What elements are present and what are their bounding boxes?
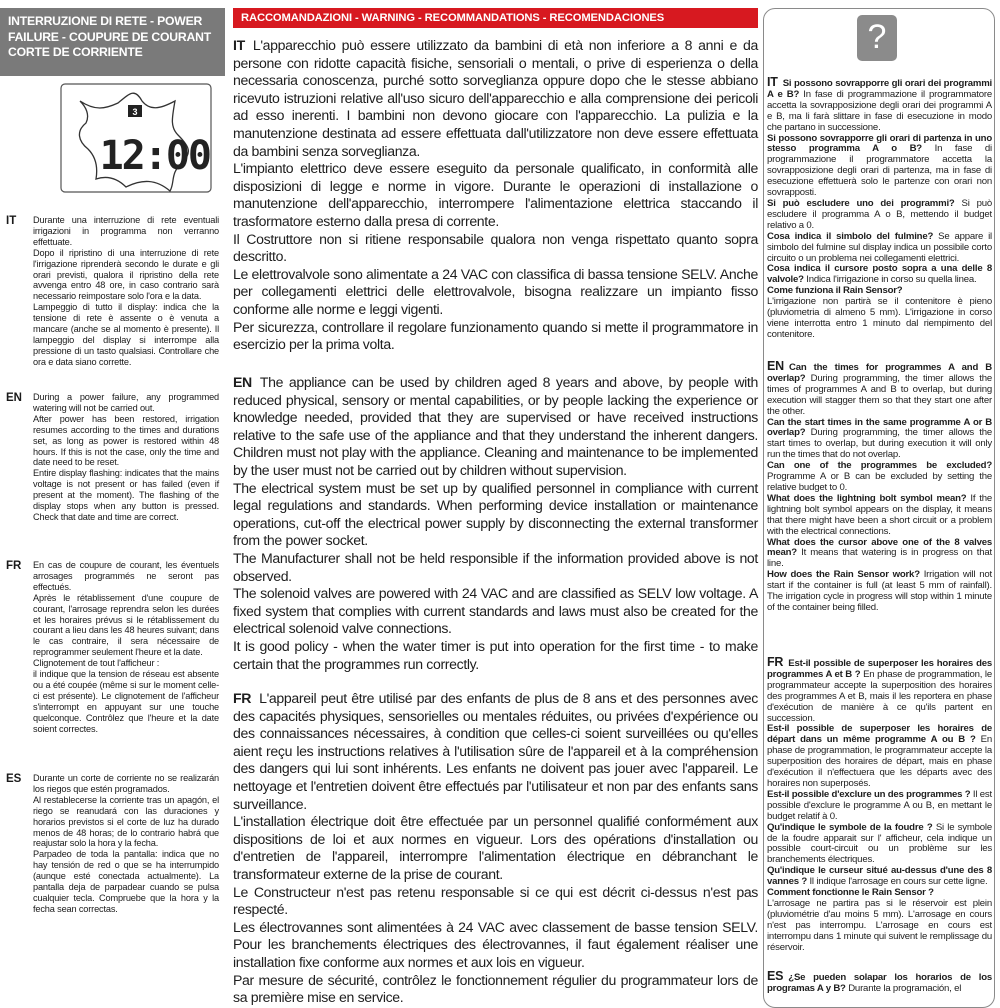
faq-answer: If the lightning bolt symbol appears on the display, it means that there might have been a short circuit or a problem with the electrical connections. [767,492,992,537]
faq-es [767,971,992,995]
rec-paragraph: Il Costruttore non si ritiene responsabile qualora non venga rispettato quanto sopra descritto. [233,230,758,265]
lang-code: IT [767,75,778,89]
lang-code: IT [233,37,245,53]
faq-question: Si può escludere uno dei programmi? [767,197,955,209]
faq-answer: It means that watering is in progress on that line. [767,547,992,570]
faq-question: Can the start times in the same programme A or B overlap? [767,416,992,439]
rec-paragraph: The Manufacturer shall not be held responsible if the information provided above is not observed. [233,549,758,584]
faq-question: Qu'indique le symbole de la foudre ? [767,821,933,833]
faq-column [763,8,995,1008]
lang-code: ES [6,773,22,785]
faq-answer: Si le symbole de la foudre apparait sur l' afficheur, cela indique un possible court-circuit ou un problème sur les branchements électriques. [767,821,992,866]
lang-code: FR [767,655,784,669]
faq-en [767,361,992,614]
rec-paragraph: L'impianto elettrico deve essere eseguito da personale qualificato, in conformità alle disposizioni di legge e norme in vigore. Durante le operazioni di installazione o manutenzione dell'apparecchio, interrompere l'alimentazione elettrica staccando il trasformatore esterno dalla presa di corrente. [233,160,758,229]
lang-code: IT [6,215,17,227]
power-failure-header: INTERRUZIONE DI RETE - POWER FAILURE - COUPURE DE COURANT CORTE DE CORRIENTE [0,8,225,76]
faq-fr [767,657,992,953]
rec-paragraph: L'installation électrique doit être effectuée par un personnel qualifié conformément aux dispositions de loi et aux normes en vigueur. Lors des opérations d'installation ou d'entretien de l'appareil, interrompre l'alimentation électrique en débranchant le transformateur externe de la prise de courant. [233,813,758,882]
faq-question: Cosa indica il simbolo del fulmine? [767,230,934,242]
faq-question: ¿Se pueden solapar los horarios de los programas A y B? [767,972,992,994]
faq-question: Est-il possible de superposer les horaires des programmes A et B ? [767,658,992,680]
rec-paragraph: Le elettrovalvole sono alimentate a 24 VAC con classifica di bassa tensione SELV. Anche per collegamenti elettrici delle elettrovalvole, bisogna realizzare un impianto fisso conforme alle norme e leggi vigenti. [233,265,758,317]
faq-question: Comment fonctionne le Rain Sensor ? [767,887,934,899]
faq-text [767,361,992,614]
rec-paragraph [233,690,758,813]
rec-text: The appliance can be used by children aged 8 years and above, by people with reduced physical, sensory or mental capabilities, or by people lacking the experience or knowledge needed, provided that they are supervised or have received instructions relative to the safe use of the appliance and that they understand the inherent dangers. Children must not play with the appliance. Cleaning and maintenance to be implemented by the user must not be carried out by children without supervision. [233,374,758,478]
rec-paragraph: Les électrovannes sont alimentées à 24 VAC avec classement de basse tension SELV. Pour les branchements électriques des électrovannes, il faut également réaliser une installation fixe conforme aux normes et aux lois en vigueur. [233,918,758,970]
faq-answer: L'arrosage ne partira pas si le réservoir est plein (pluviométrie d'au moins 5 mm). L'arrosage en cours n'est pas interrompu. L'arrosage en cours est interrompu dans 1 minute qui suivent le remplissage du réservoir. [767,897,992,953]
recommendations-en [233,374,758,673]
faq-question: Qu'indique le curseur situé au-dessus d'une des 8 vannes ? [767,865,992,888]
lang-code: FR [6,560,22,572]
rec-paragraph [233,37,758,160]
faq-answer: Il est possible d'exclure le programme A ou B, en mettant le budget relatif à 0. [767,788,992,822]
power-failure-text: En cas de coupure de courant, les éventuels arrosages programmés ne seront pas effectués. Après le rétablissement d'une coupure de courant, l'arrosage reprendra selon les durées et les horaires prévus si le rétablissement du courant a lieu dans les 48 heures suivant; dans le cas contraire, il sera nécessaire de reprogrammer seulement l'heure et la date. Clignotement de tout l'afficheur : il indique que la tension de réseau est absente ou a été coupée (même si sur le moment celle-ci est présente). Le clignotement de l'afficheur s'interrompt en appuyant sur une touche quelconque. Contrôlez que l'heure et la date soient correctes. [33,560,219,734]
faq-question: Si possono sovrapporre gli orari di partenza in uno stesso programma A o B? [767,132,992,155]
faq-question: Cosa indica il cursore posto sopra a una delle 8 valvole? [767,263,992,286]
faq-answer: Si può escludere il programma A o B, mettendo il budget relativo a 0. [767,197,993,231]
faq-answer: En phase de programmation, le programmateur accepte la superposition des horaires des programmes A et B, mais il les reportera en phase d'exécution de manière à ce qu'ils partent en succession. [767,668,992,724]
lang-code: EN [767,359,784,373]
faq-question: Est-il possible de superposer les horaires de départ dans un même programme A ou B ? [767,723,992,746]
faq-it [767,77,992,341]
faq-answer: In fase di programmazione il programmatore accetta la sovrapposizione degli orari di partenza, ma in fase di esecuzione effettuerà solo le partenze con orari non sovrapposti. [767,143,992,199]
rec-paragraph [233,374,758,480]
power-failure-text: Durante un corte de corriente no se realizarán los riegos que estén programados. Al restablecerse la corriente tras un apagón, el riego se reanudará con las duraciones y horarios previstos si el corte de luz ha durado menos de 48 horas; de lo contrario habrá que reajustar solo la hora y la fecha. Parpadeo de toda la pantalla: indica que no hay tensión de red o que se ha interrumpido (aunque esté conectada actualmente). La pantalla deja de parpadear cuando se pulsa cualquier tecla. Compruebe que la hora y la fecha sean correctas. [33,773,219,914]
faq-answer: Il indique l'arrosage en cours sur cette ligne. [807,876,988,888]
faq-question: What does the cursor above one of the 8 valves mean? [767,536,992,559]
faq-answer: Durante la programación, el [845,982,962,994]
rec-text: L'apparecchio può essere utilizzato da bambini di età non inferiore a 8 anni e da persone con ridotte capacità fisiche, sensoriali o mentali, o prive di esperienza o della necessaria conoscenza, purché sotto sorveglianza oppure dopo che le stesse abbiano ricevuto istruzioni relative all'uso sicuro dell'apparecchio e alla comprensione dei pericoli ad esso inerenti. I bambini non devono giocare con l'apparecchio. La pulizia e la manutenzione destinata ad essere effettuata dall'utilizzatore non deve essere effettuata da bambini senza sorveglianza. [233,37,758,159]
faq-answer: Irrigation will not start if the container is full (at least 5 mm of rainfall). The irrigation cycle in progress will stop within 1 minute of the container being filled. [767,569,992,613]
power-failure-column [0,0,225,1000]
lang-code: EN [6,392,22,404]
question-mark-icon: ? [857,15,897,61]
faq-question: Can one of the programmes be excluded? [767,460,992,472]
rec-paragraph: It is good policy - when the water timer is put into operation for the first time - to make certain that the programmes run correctly. [233,637,758,672]
lang-code: ES [767,969,784,983]
display-indicator: 3 [132,107,138,117]
recommendations-fr [233,690,758,1007]
faq-answer: During programming, the timer allows the times of programmes A and B to overlap, but during execution will stagger them so that they start one after the other. [767,372,992,417]
rec-paragraph: Le Constructeur n'est pas retenu responsable si ce qui est décrit ci-dessus n'est pas respecté. [233,883,758,918]
recommendations-column [233,0,758,1006]
faq-question: What does the lightning bolt symbol mean? [767,492,967,504]
faq-answer: En phase de programmation, le programmateur accepte la superposition des horaires de départ, mais en phase d'exécution il n'effectuera que les départs avec des horaires non superposés. [767,734,992,789]
faq-question: Si possono sovrapporre gli orari dei programmi A e B? [767,78,992,100]
rec-text: L'appareil peut être utilisé par des enfants de plus de 8 ans et des personnes avec des capacités physiques, sensorielles ou mentales réduites, ou privées d'expérience ou des connaissances nécessaires, à condition que celles-ci soient surveillées ou qu'elles aient reçu les instructions relatives à l'utilisation sûre de l'appareil et à la compréhension des dangers qui lui sont inhérents. Les enfants ne doivent pas jouer avec l'appareil. Le nettoyage et l'entretien doivent être effectués par l'utilisateur et non par des enfants sans surveillance. [233,690,758,812]
rec-paragraph: Par mesure de sécurité, contrôlez le fonctionnement régulier du programmateur lors de sa première mise en service. [233,971,758,1006]
display-time: 12:00 [99,133,210,179]
faq-question: Can the times for programmes A and B overlap? [767,362,992,384]
lcd-display-illustration [60,83,220,203]
power-failure-text: During a power failure, any programmed watering will not be carried out. After power has been restored, irrigation resumes according to the times and durations set, as long as power is restored within 48 hours. If this is not the case, only the time and date need to be reset. Entire display flashing: indicates that the mains voltage is not present or has failed (even if present at the moment). The flashing of the display stops when any button is pressed. Check that date and time are correct. [33,392,219,522]
recommendations-header: RACCOMANDAZIONI - WARNING - RECOMMANDATIONS - RECOMENDACIONES [233,8,758,28]
rec-paragraph: Per sicurezza, controllare il regolare funzionamento quando si mette il programmatore in esercizio per la prima volta. [233,318,758,353]
lang-code: EN [233,374,252,390]
faq-text [767,657,992,953]
faq-answer: During programming, the timer allows the start times to overlap, but during execution it will only run the times that do not overlap. [767,427,992,461]
faq-answer: L'irrigazione non partirà se il contenitore è pieno (pluviometria di almeno 5 mm). L'irrigazione in corso viene interrotta entro 1 minuto dal riempimento del contenitore. [767,296,992,340]
power-failure-text: Durante una interruzione di rete eventuali irrigazioni in programma non verranno effettuate. Dopo il ripristino di una interruzione di rete l'irrigazione riprenderà secondo le durate e gli orari previsti, qualora il ripristino della rete avvenga entro 48 ore, in caso contrario sarà necessario reimpostare solo l'ora e la data. Lampeggio di tutto il display: indica che la tensione di rete è assente o è venuta a mancare (anche se al momento è presente). Il lampeggio del display si interrompe alla pressione di un tasto qualsiasi. Controllare che ora e data siano corrette. [33,215,219,367]
recommendations-it [233,37,758,354]
faq-text [767,971,992,995]
faq-question: How does the Rain Sensor work? [767,569,920,581]
faq-question: Est-il possible d'exclure un des programmes ? [767,788,971,800]
faq-answer: In fase di programmazione il programmatore accetta la sovrapposizione degli orari dei programmi A e B, ma li farà slittare in fase di esecuzione in modo che partano in successione. [767,88,993,133]
rec-paragraph: The solenoid valves are powered with 24 VAC and are classified as SELV low voltage. A fixed system that complies with current standards and laws must also be created for the electrical solenoid valve connections. [233,585,758,637]
faq-text [767,77,992,341]
faq-answer: Se appare il simbolo del fulmine sul display indica un possibile corto circuito o un problema nei collegamenti elettrici. [767,230,992,264]
faq-answer: Programme A or B can be excluded by setting the relative budget to 0. [767,471,992,493]
faq-question: Come funziona il Rain Sensor? [767,285,903,297]
rec-paragraph: The electrical system must be set up by qualified personnel in compliance with current legal regulations and standards. When performing device installation or maintenance operations, cut-off the electrical power supply by disconnecting the external transformer from the power socket. [233,479,758,549]
faq-answer: Indica l'irrigazione in corso su quella linea. [803,274,977,286]
lang-code: FR [233,690,252,706]
